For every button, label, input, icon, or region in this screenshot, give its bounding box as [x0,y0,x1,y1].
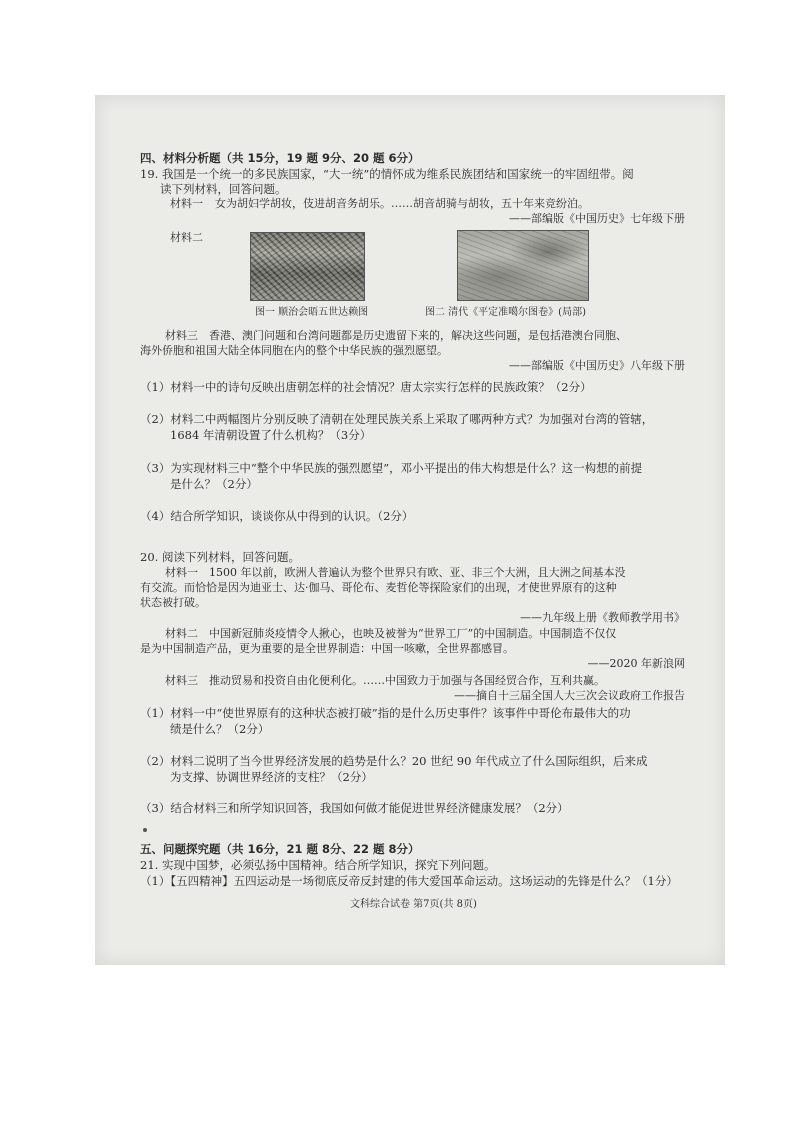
q20-sub1-line2: 绩是什么？（2分） [170,722,270,736]
q19-sub3-line2: 是什么？（2分） [170,477,258,491]
q19-intro-line1: 19. 我国是一个统一的多民族国家，“大一统”的情怀成为维系民族团结和国家统一的牢固纽带。阅 [140,167,634,181]
q20-material3-line1: 材料三 推动贸易和投资自由化便利化。……中国致力于加强与各国经贸合作，互利共赢。 [165,674,605,687]
q19-material3-source: ——部编版《中国历史》八年级下册 [509,359,685,372]
q19-material1-source: ——部编版《中国历史》七年级下册 [509,212,685,225]
q20-sub2-line2: 为支撑、协调世界经济的支柱？（2分） [170,770,373,784]
q20-material2-line1: 材料二 中国新冠肺炎疫情令人揪心，也映及被誉为“世界工厂”的中国制造。中国制造不仅仅 [165,627,617,640]
section-four-header: 四、材料分析题（共 15分，19 题 9分、20 题 6分） [140,151,420,165]
q20-material1-source: ——九年级上册《教师教学用书》 [520,611,685,624]
section-five-header: 五、问题探究题（共 16分，21 题 8分、22 题 8分） [140,842,420,856]
q20-material1-line1: 材料一 1500 年以前，欧洲人普遍认为整个世界只有欧、亚、非三个大洲，且大洲之间基本没 [165,566,626,579]
q19-material3-line1: 材料三 香港、澳门问题和台湾问题都是历史遗留下来的，解决这些问题，是包括港澳台同胞、 [165,329,627,342]
exam-page [95,95,725,965]
q19-sub2-line2: 1684 年清朝设置了什么机构？（3分） [170,428,372,442]
q19-material1-text: 女为胡妇学胡妆，伎进胡音务胡乐。……胡音胡骑与胡妆，五十年来竞纷泊。 [215,197,589,210]
q20-sub3: （3）结合材料三和所学知识回答，我国如何做才能促进世界经济健康发展？（2分） [140,801,569,815]
q19-material3-line2: 海外侨胞和祖国大陆全体同胞在内的整个中华民族的强烈愿望。 [140,344,448,357]
q19-material1-label: 材料一 [170,197,203,210]
figure1-caption: 图一 顺治会晤五世达赖图 [255,307,369,318]
figure-pingding-zhungeer [457,230,589,301]
scan-speck [143,828,147,832]
q20-material3-source: ——摘自十三届全国人大三次会议政府工作报告 [454,689,685,702]
q20-material2-line2: 是为中国制造产品，更为重要的是全世界制造：中国一咳嗽，全世界都感冒。 [140,642,514,655]
figure-shunzhi-dalai-lama [250,232,365,301]
q21-sub1: （1）【五四精神】五四运动是一场彻底反帝反封建的伟大爱国革命运动。这场运动的先锋是什么？（1分） [140,874,678,888]
q20-sub2-line1: （2）材料二说明了当今世界经济发展的趋势是什么？20 世纪 90 年代成立了什么国际组织，后来成 [140,754,648,768]
page-footer: 文科综合试卷 第7页(共 8页) [350,899,477,910]
q21-intro: 21. 实现中国梦，必须弘扬中国精神。结合所学知识，探究下列问题。 [140,858,496,872]
q19-sub3-line1: （3）为实现材料三中“整个中华民族的强烈愿望”，邓小平提出的伟大构想是什么？这一构想的前提 [140,461,643,475]
q19-intro-line2: 读下列材料，回答问题。 [160,182,287,196]
q20-sub1-line1: （1）材料一中“使世界原有的这种状态被打破”指的是什么历史事件？该事件中哥伦布最伟大的功 [140,706,631,720]
q20-material1-line2: 有交流。而恰恰是因为迪亚士、达·伽马、哥伦布、麦哲伦等探险家们的出现，才使世界原有的这种 [140,581,617,594]
q19-sub1: （1）材料一中的诗句反映出唐朝怎样的社会情况？唐太宗实行怎样的民族政策？（2分） [140,380,592,394]
q19-material2-label: 材料二 [170,231,203,244]
q19-sub4: （4）结合所学知识，谈谈你从中得到的认识。（2分） [140,509,414,523]
q20-material2-source: ——2020 年新浪网 [587,657,685,670]
q20-intro: 20. 阅读下列材料，回答问题。 [140,550,300,564]
q19-sub2-line1: （2）材料二中两幅图片分别反映了清朝在处理民族关系上采取了哪两种方式？为加强对台湾的管辖， [140,412,654,426]
figure2-caption: 图二 清代《平定准噶尔图卷》(局部) [425,307,586,318]
q20-material1-line3: 状态被打破。 [140,596,206,609]
